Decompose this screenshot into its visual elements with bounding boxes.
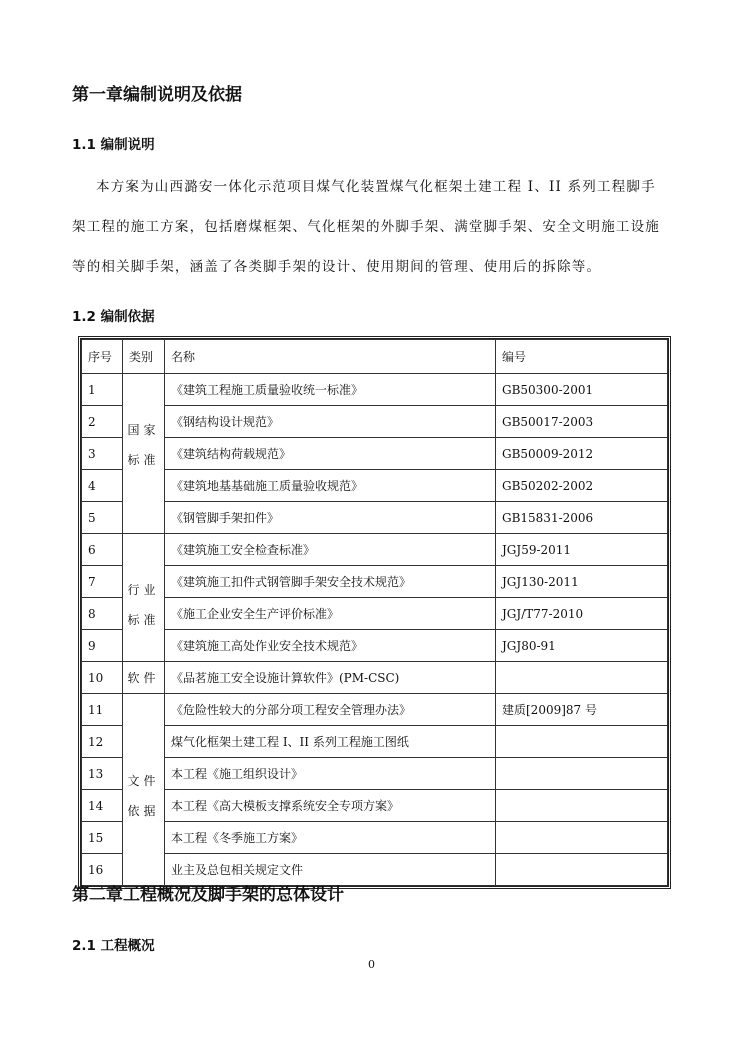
standard-code: JGJ80-91 bbox=[496, 630, 668, 662]
category-label: 依据 bbox=[127, 804, 160, 818]
row-number: 13 bbox=[82, 758, 123, 790]
row-number: 8 bbox=[82, 598, 123, 630]
standard-name: 《品茗施工安全设施计算软件》(PM-CSC) bbox=[165, 662, 496, 694]
page-number: 0 bbox=[368, 958, 375, 971]
chapter-2-title: 第二章工程概况及脚手架的总体设计 bbox=[72, 885, 344, 905]
standard-name: 《钢结构设计规范》 bbox=[165, 406, 496, 438]
row-number: 5 bbox=[82, 502, 123, 534]
table-row bbox=[82, 374, 668, 406]
category-label: 行业 bbox=[127, 583, 160, 597]
table-row bbox=[82, 822, 668, 854]
row-number: 12 bbox=[82, 726, 123, 758]
row-number: 3 bbox=[82, 438, 123, 470]
category-cell bbox=[123, 534, 165, 662]
standard-name: 《建筑地基基础施工质量验收规范》 bbox=[165, 470, 496, 502]
standard-code bbox=[496, 822, 668, 854]
standard-code: GB50009-2012 bbox=[496, 438, 668, 470]
table-row bbox=[82, 406, 668, 438]
standard-name: 《钢管脚手架扣件》 bbox=[165, 502, 496, 534]
standards-table bbox=[78, 336, 671, 889]
header-code: 编号 bbox=[496, 340, 668, 374]
standard-code: JGJ59-2011 bbox=[496, 534, 668, 566]
chapter-1-title: 第一章编制说明及依据 bbox=[72, 85, 242, 105]
row-number: 7 bbox=[82, 566, 123, 598]
row-number: 4 bbox=[82, 470, 123, 502]
standard-name: 《建筑施工扣件式钢管脚手架安全技术规范》 bbox=[165, 566, 496, 598]
header-no: 序号 bbox=[82, 340, 123, 374]
standard-name: 《建筑施工安全检查标准》 bbox=[165, 534, 496, 566]
category-label: 软件 bbox=[127, 670, 160, 685]
standard-name: 本工程《冬季施工方案》 bbox=[165, 822, 496, 854]
standard-code: GB50017-2003 bbox=[496, 406, 668, 438]
category-cell bbox=[123, 694, 165, 886]
standard-code: GB50300-2001 bbox=[496, 374, 668, 406]
section-1-2-heading: 1.2 编制依据 bbox=[72, 309, 155, 325]
row-number: 2 bbox=[82, 406, 123, 438]
table-row bbox=[82, 598, 668, 630]
category-cell bbox=[123, 662, 165, 694]
table-row bbox=[82, 694, 668, 726]
standard-code bbox=[496, 758, 668, 790]
standard-name: 本工程《施工组织设计》 bbox=[165, 758, 496, 790]
category-cell bbox=[123, 374, 165, 534]
table-row bbox=[82, 726, 668, 758]
standard-name: 本工程《高大模板支撑系统安全专项方案》 bbox=[165, 790, 496, 822]
row-number: 6 bbox=[82, 534, 123, 566]
category-label: 标准 bbox=[127, 453, 160, 467]
paragraph-line-3: 等的相关脚手架，涵盖了各类脚手架的设计、使用期间的管理、使用后的拆除等。 bbox=[72, 259, 602, 275]
standard-code: GB50202-2002 bbox=[496, 470, 668, 502]
standard-code: JGJ/T77-2010 bbox=[496, 598, 668, 630]
category-label: 文件 bbox=[127, 774, 160, 788]
standard-code: 建质[2009]87 号 bbox=[496, 694, 668, 726]
table-row bbox=[82, 566, 668, 598]
paragraph-line-2: 架工程的施工方案，包括磨煤框架、气化框架的外脚手架、满堂脚手架、安全文明施工设施 bbox=[72, 219, 660, 235]
table-row bbox=[82, 790, 668, 822]
standard-name: 《建筑工程施工质量验收统一标准》 bbox=[165, 374, 496, 406]
standard-name: 《施工企业安全生产评价标准》 bbox=[165, 598, 496, 630]
standard-name: 煤气化框架土建工程 I、II 系列工程施工图纸 bbox=[165, 726, 496, 758]
standard-code bbox=[496, 726, 668, 758]
table-row bbox=[82, 630, 668, 662]
standard-name: 《建筑施工高处作业安全技术规范》 bbox=[165, 630, 496, 662]
standard-name: 《建筑结构荷载规范》 bbox=[165, 438, 496, 470]
row-number: 16 bbox=[82, 854, 123, 886]
row-number: 14 bbox=[82, 790, 123, 822]
table-row bbox=[82, 502, 668, 534]
standard-code: JGJ130-2011 bbox=[496, 566, 668, 598]
standard-code: GB15831-2006 bbox=[496, 502, 668, 534]
section-2-1-heading: 2.1 工程概况 bbox=[72, 938, 155, 954]
standard-code bbox=[496, 662, 668, 694]
section-1-1-heading: 1.1 编制说明 bbox=[72, 137, 155, 153]
row-number: 1 bbox=[82, 374, 123, 406]
table-row bbox=[82, 470, 668, 502]
header-category: 类别 bbox=[123, 340, 165, 374]
table-row bbox=[82, 438, 668, 470]
table-row bbox=[82, 662, 668, 694]
row-number: 9 bbox=[82, 630, 123, 662]
row-number: 15 bbox=[82, 822, 123, 854]
standard-name: 《危险性较大的分部分项工程安全管理办法》 bbox=[165, 694, 496, 726]
row-number: 10 bbox=[82, 662, 123, 694]
row-number: 11 bbox=[82, 694, 123, 726]
standard-code bbox=[496, 790, 668, 822]
category-label: 标准 bbox=[127, 613, 160, 627]
table-header-row bbox=[82, 340, 668, 374]
table-row bbox=[82, 758, 668, 790]
table-row bbox=[82, 534, 668, 566]
header-name: 名称 bbox=[165, 340, 496, 374]
category-label: 国家 bbox=[127, 423, 160, 437]
standard-code bbox=[496, 854, 668, 886]
standard-name: 业主及总包相关规定文件 bbox=[165, 854, 496, 886]
paragraph-line-1: 本方案为山西潞安一体化示范项目煤气化装置煤气化框架土建工程 I、II 系列工程脚手 bbox=[96, 179, 656, 195]
